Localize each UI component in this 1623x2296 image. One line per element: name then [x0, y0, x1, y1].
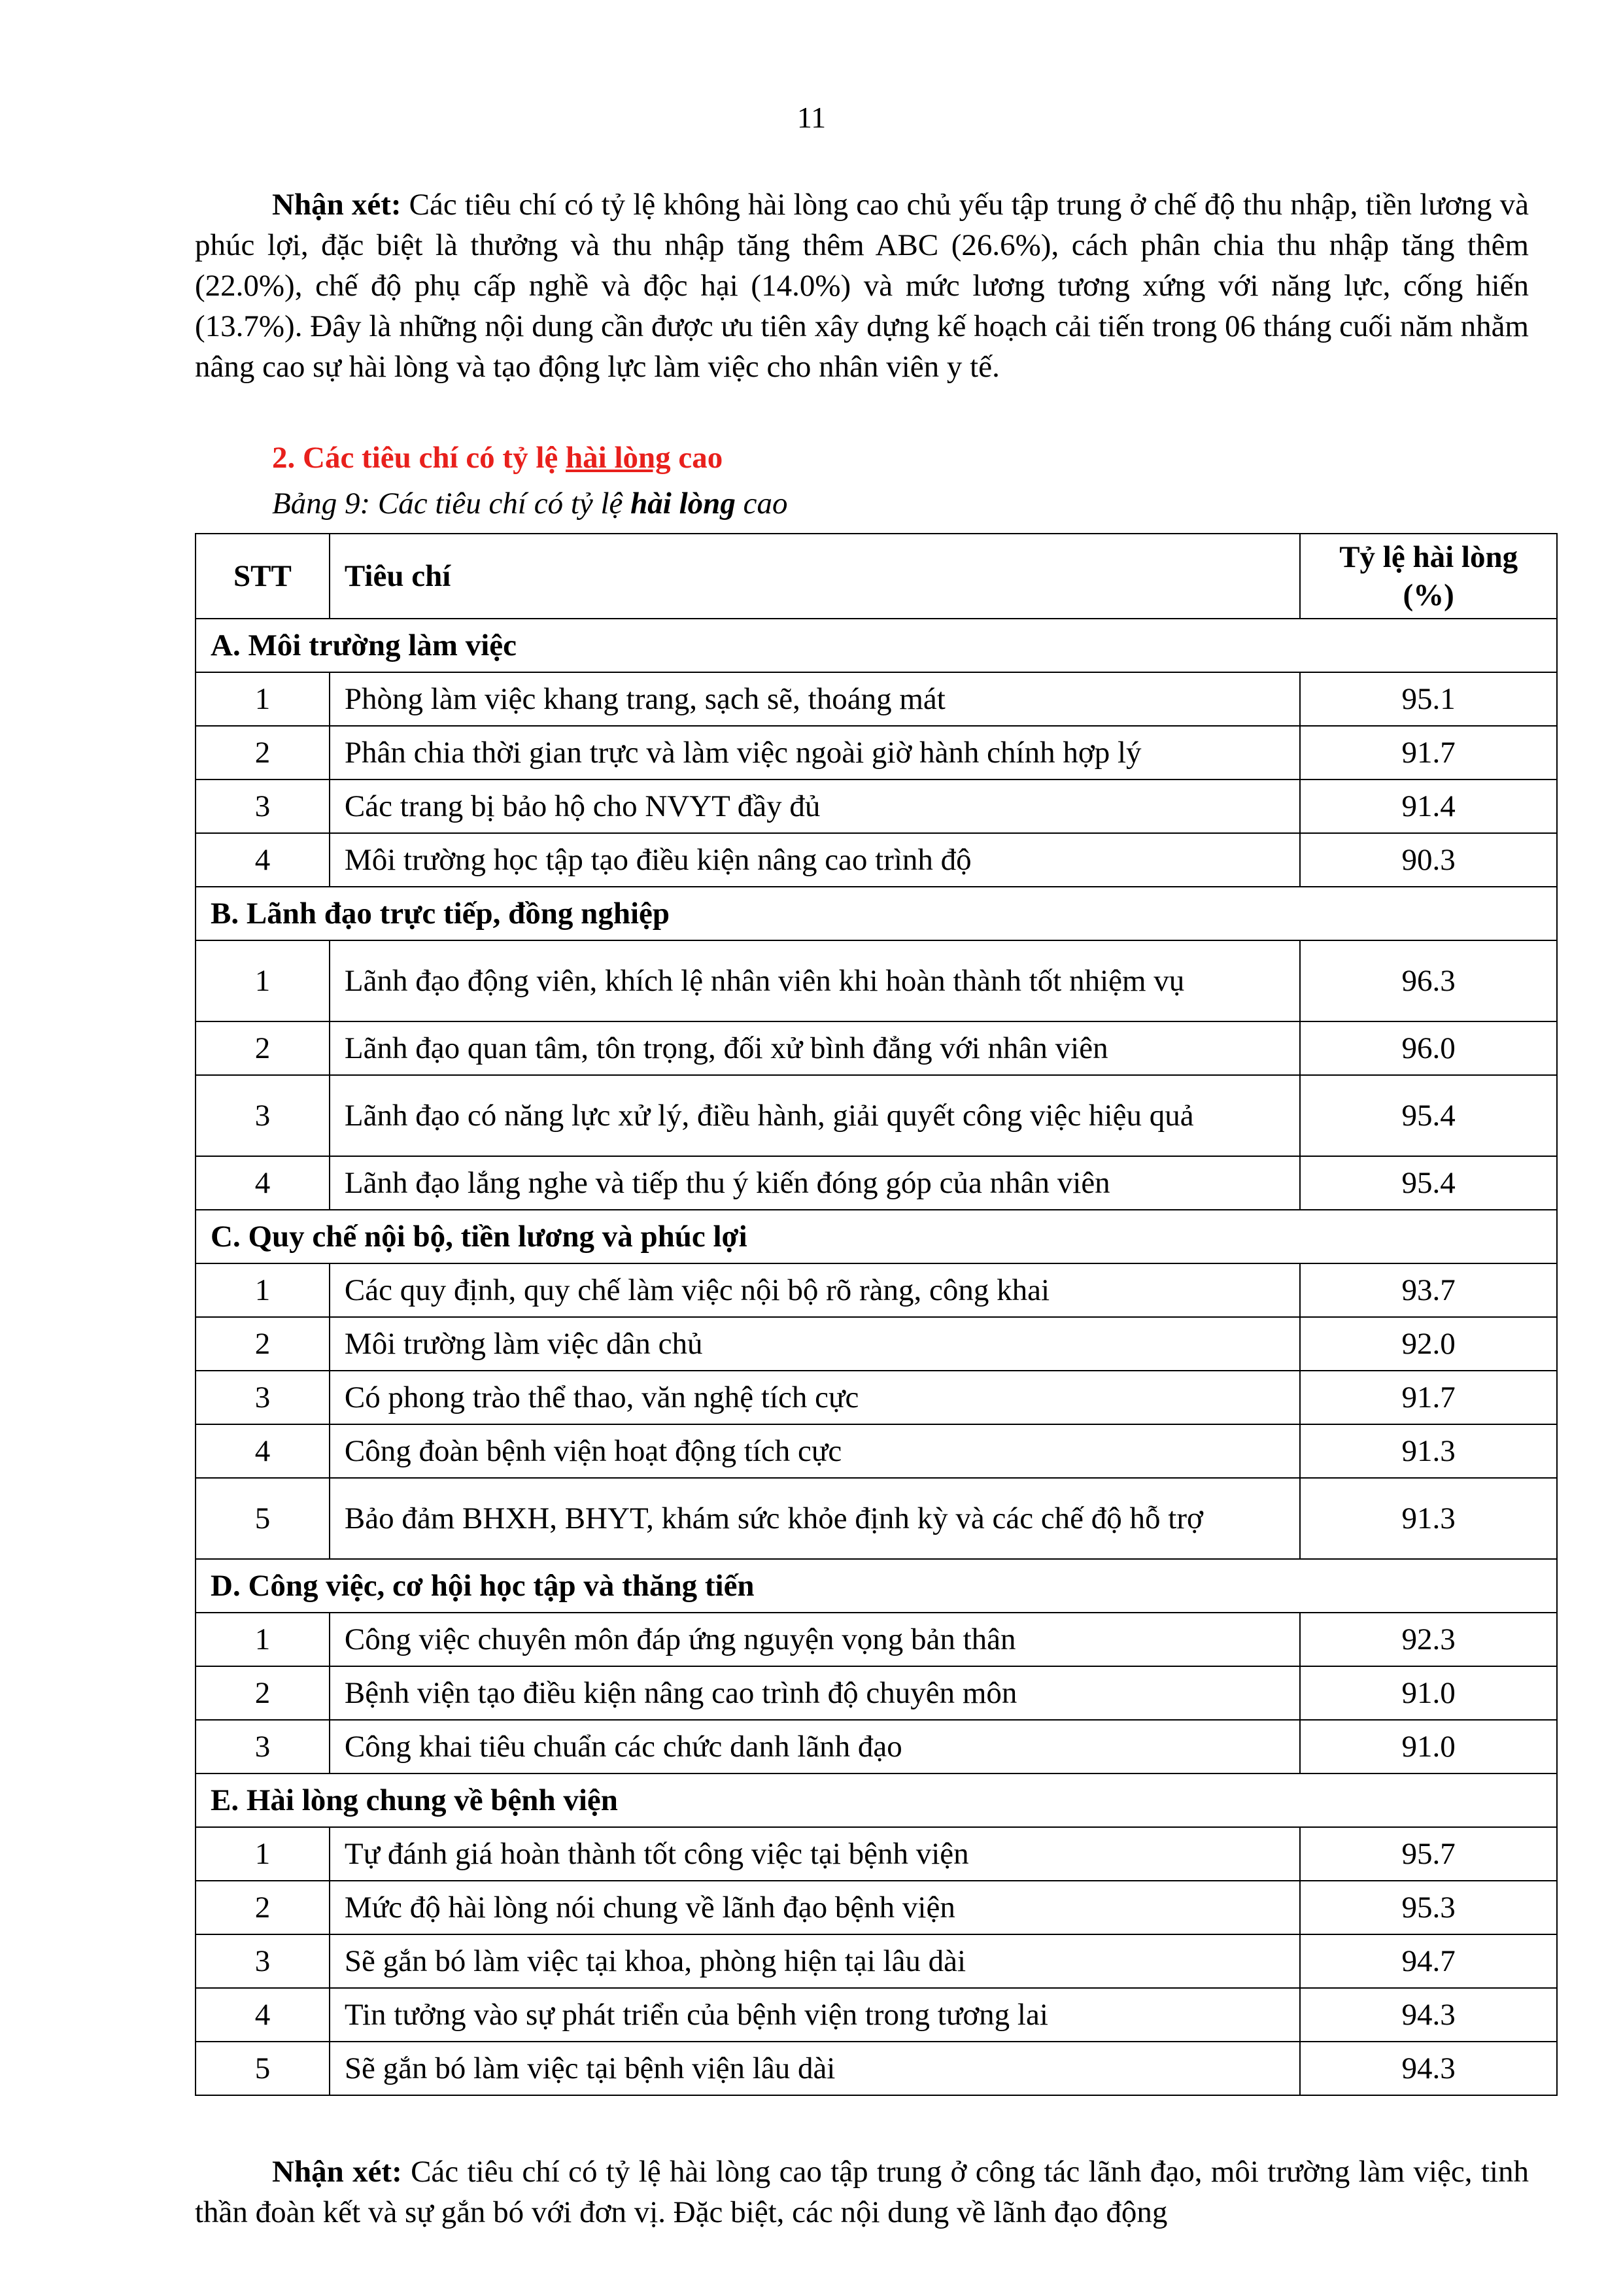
comment-paragraph-1: [195, 184, 1529, 387]
row-rate: 95.7: [1300, 1827, 1557, 1881]
group-row: [196, 887, 1557, 940]
group-row: [196, 1559, 1557, 1613]
row-rate: 91.7: [1300, 1371, 1557, 1424]
section-heading-underlined: hài lòng: [566, 441, 671, 475]
section-heading: [272, 438, 723, 477]
row-stt: 3: [196, 1720, 330, 1773]
row-rate: 93.7: [1300, 1263, 1557, 1317]
table-row: [196, 1263, 1557, 1317]
group-row: [196, 1773, 1557, 1827]
row-rate: 96.0: [1300, 1021, 1557, 1075]
row-criterion: Các trang bị bảo hộ cho NVYT đầy đủ: [330, 780, 1300, 833]
row-rate: 95.4: [1300, 1075, 1557, 1156]
row-stt: 1: [196, 1613, 330, 1666]
group-title: C. Quy chế nội bộ, tiền lương và phúc lợi: [196, 1210, 1557, 1263]
caption-suffix: cao: [735, 487, 788, 521]
caption-prefix: Bảng 9: Các tiêu chí có tỷ lệ: [272, 487, 631, 521]
table-row: [196, 780, 1557, 833]
comment-text: Các tiêu chí có tỷ lệ không hài lòng cao chủ yếu tập trung ở chế độ thu nhập, tiền lương và phúc lợi, đặc biệt là thưởng và thu nhập tăng thêm ABC (26.6%), cách phân chia thu nhập tăng thêm (22.0%), chế độ phụ cấp nghề và độc hại (14.0%) và mức lương tương xứng với năng lực, cống hiến (13.7%). Đây là những nội dung cần được ưu tiên xây dựng kế hoạch cải tiến trong 06 tháng cuối năm nhằm nâng cao sự hài lòng và tạo động lực làm việc cho nhân viên y tế.: [195, 188, 1529, 384]
row-criterion: Công khai tiêu chuẩn các chức danh lãnh đạo: [330, 1720, 1300, 1773]
group-row: [196, 1210, 1557, 1263]
row-criterion: Bảo đảm BHXH, BHYT, khám sức khỏe định kỳ và các chế độ hỗ trợ: [330, 1478, 1300, 1559]
row-rate: 96.3: [1300, 940, 1557, 1021]
row-stt: 2: [196, 1666, 330, 1720]
row-stt: 1: [196, 1827, 330, 1881]
row-stt: 5: [196, 1478, 330, 1559]
row-criterion: Lãnh đạo quan tâm, tôn trọng, đối xử bình đẳng với nhân viên: [330, 1021, 1300, 1075]
row-criterion: Tự đánh giá hoàn thành tốt công việc tại bệnh viện: [330, 1827, 1300, 1881]
row-stt: 1: [196, 1263, 330, 1317]
row-rate: 92.0: [1300, 1317, 1557, 1371]
section-heading-suffix: cao: [670, 441, 723, 475]
row-stt: 4: [196, 1156, 330, 1210]
row-criterion: Có phong trào thể thao, văn nghệ tích cực: [330, 1371, 1300, 1424]
row-rate: 91.7: [1300, 726, 1557, 780]
row-rate: 91.3: [1300, 1478, 1557, 1559]
table-row: [196, 1666, 1557, 1720]
group-title: B. Lãnh đạo trực tiếp, đồng nghiệp: [196, 887, 1557, 940]
comment-lead-2: Nhận xét:: [272, 2155, 402, 2189]
table-row: [196, 1881, 1557, 1934]
row-stt: 1: [196, 672, 330, 726]
row-rate: 94.3: [1300, 2042, 1557, 2095]
row-rate: 91.3: [1300, 1424, 1557, 1478]
table-row: [196, 1021, 1557, 1075]
row-rate: 94.3: [1300, 1988, 1557, 2042]
header-rate: Tỷ lệ hài lòng (%): [1300, 534, 1557, 619]
table-row: [196, 833, 1557, 887]
row-stt: 5: [196, 2042, 330, 2095]
row-rate: 90.3: [1300, 833, 1557, 887]
row-criterion: Sẽ gắn bó làm việc tại bệnh viện lâu dài: [330, 2042, 1300, 2095]
header-stt: STT: [196, 534, 330, 619]
row-criterion: Sẽ gắn bó làm việc tại khoa, phòng hiện tại lâu dài: [330, 1934, 1300, 1988]
row-rate: 94.7: [1300, 1934, 1557, 1988]
row-criterion: Môi trường học tập tạo điều kiện nâng cao trình độ: [330, 833, 1300, 887]
table-row: [196, 1424, 1557, 1478]
table-row: [196, 1988, 1557, 2042]
table-header-row: [196, 534, 1557, 619]
row-rate: 91.0: [1300, 1666, 1557, 1720]
comment-paragraph-2: [195, 2151, 1529, 2233]
row-stt: 4: [196, 833, 330, 887]
comment-text-2: Các tiêu chí có tỷ lệ hài lòng cao tập trung ở công tác lãnh đạo, môi trường làm việc, tinh thần đoàn kết và sự gắn bó với đơn vị. Đặc biệt, các nội dung về lãnh đạo động: [195, 2155, 1529, 2229]
row-rate: 91.4: [1300, 780, 1557, 833]
caption-bold: hài lòng: [630, 487, 736, 521]
table-row: [196, 1156, 1557, 1210]
table-row: [196, 1720, 1557, 1773]
row-criterion: Bệnh viện tạo điều kiện nâng cao trình độ chuyên môn: [330, 1666, 1300, 1720]
group-title: A. Môi trường làm việc: [196, 619, 1557, 672]
table-row: [196, 1371, 1557, 1424]
row-criterion: Phòng làm việc khang trang, sạch sẽ, thoáng mát: [330, 672, 1300, 726]
row-criterion: Phân chia thời gian trực và làm việc ngoài giờ hành chính hợp lý: [330, 726, 1300, 780]
row-criterion: Công đoàn bệnh viện hoạt động tích cực: [330, 1424, 1300, 1478]
row-criterion: Công việc chuyên môn đáp ứng nguyện vọng bản thân: [330, 1613, 1300, 1666]
row-rate: 91.0: [1300, 1720, 1557, 1773]
row-criterion: Lãnh đạo lắng nghe và tiếp thu ý kiến đóng góp của nhân viên: [330, 1156, 1300, 1210]
row-criterion: Tin tưởng vào sự phát triển của bệnh viện trong tương lai: [330, 1988, 1300, 2042]
row-criterion: Môi trường làm việc dân chủ: [330, 1317, 1300, 1371]
group-row: [196, 619, 1557, 672]
page-number: 11: [796, 101, 827, 134]
row-stt: 2: [196, 1881, 330, 1934]
row-rate: 95.1: [1300, 672, 1557, 726]
row-stt: 3: [196, 1371, 330, 1424]
row-stt: 2: [196, 1317, 330, 1371]
table-row: [196, 1317, 1557, 1371]
table-row: [196, 672, 1557, 726]
row-stt: 2: [196, 726, 330, 780]
group-title: E. Hài lòng chung về bệnh viện: [196, 1773, 1557, 1827]
satisfaction-table: [195, 533, 1558, 2096]
header-criterion: Tiêu chí: [330, 534, 1300, 619]
table-caption: [272, 484, 787, 523]
comment-lead: Nhận xét:: [272, 188, 401, 222]
row-stt: 4: [196, 1424, 330, 1478]
row-stt: 3: [196, 1075, 330, 1156]
row-criterion: Các quy định, quy chế làm việc nội bộ rõ ràng, công khai: [330, 1263, 1300, 1317]
row-rate: 92.3: [1300, 1613, 1557, 1666]
row-rate: 95.4: [1300, 1156, 1557, 1210]
table-row: [196, 1827, 1557, 1881]
row-stt: 2: [196, 1021, 330, 1075]
row-stt: 4: [196, 1988, 330, 2042]
table-row: [196, 726, 1557, 780]
group-title: D. Công việc, cơ hội học tập và thăng tiến: [196, 1559, 1557, 1613]
section-heading-prefix: 2. Các tiêu chí có tỷ lệ: [272, 441, 566, 475]
row-stt: 1: [196, 940, 330, 1021]
row-criterion: Lãnh đạo có năng lực xử lý, điều hành, giải quyết công việc hiệu quả: [330, 1075, 1300, 1156]
table-row: [196, 1075, 1557, 1156]
row-rate: 95.3: [1300, 1881, 1557, 1934]
table-row: [196, 940, 1557, 1021]
table-row: [196, 1478, 1557, 1559]
row-stt: 3: [196, 780, 330, 833]
table-row: [196, 1934, 1557, 1988]
table-row: [196, 2042, 1557, 2095]
row-stt: 3: [196, 1934, 330, 1988]
row-criterion: Lãnh đạo động viên, khích lệ nhân viên khi hoàn thành tốt nhiệm vụ: [330, 940, 1300, 1021]
row-criterion: Mức độ hài lòng nói chung về lãnh đạo bệnh viện: [330, 1881, 1300, 1934]
table-row: [196, 1613, 1557, 1666]
